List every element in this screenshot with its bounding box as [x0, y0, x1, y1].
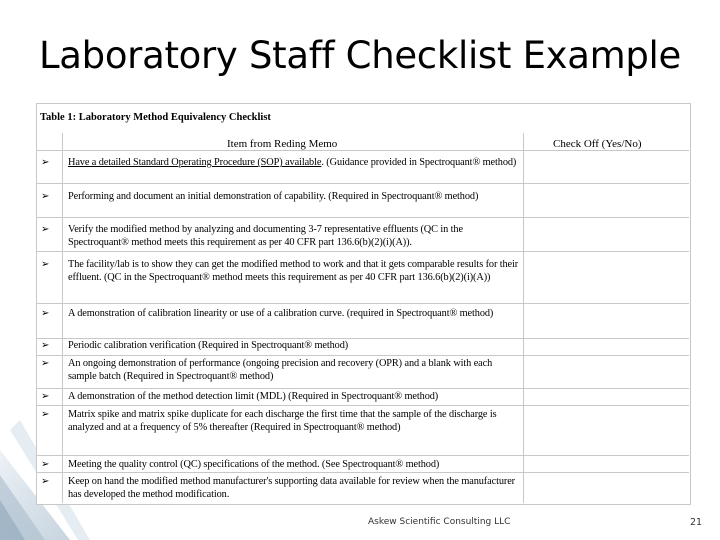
table-caption: Table 1: Laboratory Method Equivalency Checklist [40, 112, 271, 123]
bullet-arrow-icon: ➢ [41, 476, 50, 487]
bullet-arrow-icon: ➢ [41, 259, 50, 270]
row-text: Keep on hand the modified method manufacturer's supporting data available for review when the manufacturer has developed the method modification. [68, 476, 516, 500]
bullet-arrow-icon: ➢ [41, 409, 50, 420]
bullet-arrow-icon: ➢ [41, 340, 50, 351]
row-text: Have a detailed Standard Operating Procedure (SOP) available. (Guidance provided in Spectroquant® method) [68, 157, 517, 168]
row-text: An ongoing demonstration of performance (ongoing precision and recovery (OPR) and a blank with each sample batch (Required in Spectroquant® method) [68, 358, 493, 382]
row-text: Periodic calibration verification (Required in Spectroquant® method) [68, 340, 349, 351]
row-text: Matrix spike and matrix spike duplicate for each discharge the first time that the sample of the discharge is analyzed and at a frequency of 5% thereafter (Required in Spectroquant® method) [68, 409, 497, 433]
bullet-arrow-icon: ➢ [41, 358, 50, 369]
bullet-arrow-icon: ➢ [41, 157, 50, 168]
bullet-arrow-icon: ➢ [41, 391, 50, 402]
bullet-arrow-icon: ➢ [41, 308, 50, 319]
row-text: A demonstration of calibration linearity or use of a calibration curve. (required in Spectroquant® method) [68, 308, 494, 319]
bullet-arrow-icon: ➢ [41, 459, 50, 470]
check-column-header: Check Off (Yes/No) [553, 138, 642, 150]
footer-company: Askew Scientific Consulting LLC [368, 517, 511, 527]
row-text: Verify the modified method by analyzing and documenting 3-7 representative effluents (QC in the Spectroquant® method meets this requirement as per 40 CFR part 136.6(b)(2)(i)(A)). [68, 224, 463, 248]
row-text: Performing and document an initial demonstration of capability. (Required in Spectroquant® method) [68, 191, 479, 202]
slide-title: Laboratory Staff Checklist Example [38, 34, 682, 77]
page-number: 21 [690, 517, 703, 528]
row-text: A demonstration of the method detection limit (MDL) (Required in Spectroquant® method) [68, 391, 439, 402]
bullet-arrow-icon: ➢ [41, 191, 50, 202]
sop-underlined-text: Have a detailed Standard Operating Procedure (SOP) available [68, 157, 322, 168]
row-text: Meeting the quality control (QC) specifications of the method. (See Spectroquant® method) [68, 459, 440, 470]
row-text: The facility/lab is to show they can get the modified method to work and that it gets comparable results for their effluent. (QC in the Spectroquant® method meets this requirement as per 40 CFR part 136.6(b)(2)(i)(A)) [68, 259, 519, 283]
bullet-arrow-icon: ➢ [41, 224, 50, 235]
item-column-header: Item from Reding Memo [227, 138, 338, 150]
